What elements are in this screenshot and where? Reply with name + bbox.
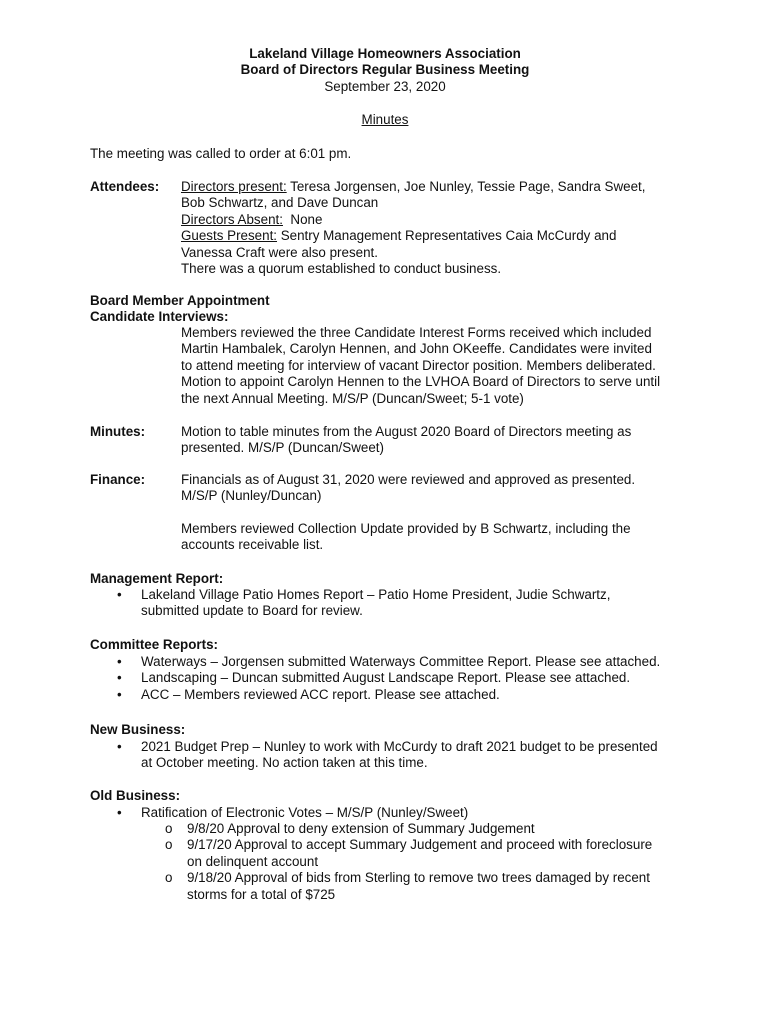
list-item: • Ratification of Electronic Votes – M/S/P (Nunley/Sweet) xyxy=(141,805,701,821)
committee-reports-list xyxy=(141,654,701,703)
minutes-text xyxy=(181,424,681,457)
sub-list-item xyxy=(187,837,687,870)
text-line: Financials as of August 31, 2020 were reviewed and approved as presented. xyxy=(181,472,636,487)
list-item-text: submitted update to Board for review. xyxy=(141,603,363,619)
guests-cont: Vanessa Craft were also present. xyxy=(181,244,378,260)
meeting-date: September 23, 2020 xyxy=(324,78,446,94)
org-name: Lakeland Village Homeowners Association xyxy=(249,46,521,61)
sub-list-item-text: storms for a total of $725 xyxy=(187,886,336,902)
old-business-heading: Old Business: xyxy=(90,788,181,803)
list-item xyxy=(141,587,701,620)
guests-value: Sentry Management Representatives Caia McCurdy and xyxy=(277,228,617,244)
candidate-interviews-heading: Candidate Interviews: xyxy=(90,309,229,324)
text-line: M/S/P (Nunley/Duncan) xyxy=(181,488,322,504)
sub-list-item-text: on delinquent account xyxy=(187,853,319,869)
board-appointment-text xyxy=(181,325,681,407)
directors-absent-line xyxy=(181,212,681,228)
sub-list-item-text: o 9/18/20 Approval of bids from Sterling to remove two trees damaged by recent xyxy=(187,870,650,886)
directors-present-line xyxy=(181,179,681,195)
minutes-title: Minutes xyxy=(361,112,409,127)
management-report-list xyxy=(141,587,701,620)
text-line: to attend meeting for interview of vacant Director position. Members deliberated. xyxy=(181,357,656,373)
minutes-label: Minutes: xyxy=(90,424,146,439)
directors-absent-value: None xyxy=(282,211,323,227)
guests-label: Guests Present: xyxy=(181,228,278,244)
directors-absent-label: Directors Absent: xyxy=(181,211,283,227)
new-business-list xyxy=(141,739,701,772)
text-line: Members reviewed Collection Update provided by B Schwartz, including the xyxy=(181,521,631,536)
list-item-text: • 2021 Budget Prep – Nunley to work with McCurdy to draft 2021 budget to be presented xyxy=(141,739,658,754)
text-line: Motion to table minutes from the August 2020 Board of Directors meeting as xyxy=(181,424,632,439)
management-report-heading: Management Report: xyxy=(90,571,224,586)
finance-collection-text xyxy=(181,521,681,554)
text-line: Members reviewed the three Candidate Interest Forms received which included xyxy=(181,325,652,340)
finance-text xyxy=(181,472,681,505)
text-line: Martin Hambalek, Carolyn Hennen, and John OKeeffe. Candidates were invited xyxy=(181,341,652,357)
attendees-label: Attendees: xyxy=(90,179,160,194)
text-line: presented. M/S/P (Duncan/Sweet) xyxy=(181,440,384,456)
list-item: • Landscaping – Duncan submitted August Landscape Report. Please see attached. xyxy=(141,670,701,686)
list-item: • ACC – Members reviewed ACC report. Please see attached. xyxy=(141,687,701,703)
attendees-block xyxy=(181,179,681,277)
text-line: Motion to appoint Carolyn Hennen to the LVHOA Board of Directors to serve until xyxy=(181,374,661,390)
guests-line xyxy=(181,228,681,244)
directors-present-label: Directors present: xyxy=(181,179,287,194)
meeting-title: Board of Directors Regular Business Meeting xyxy=(240,62,530,78)
new-business-heading: New Business: xyxy=(90,722,186,737)
directors-present-cont: Bob Schwartz, and Dave Duncan xyxy=(181,195,379,211)
finance-label: Finance: xyxy=(90,472,146,487)
sub-list-item-text: o 9/8/20 Approval to deny extension of Summary Judgement xyxy=(187,821,535,836)
sub-list-item xyxy=(187,870,687,903)
text-line: accounts receivable list. xyxy=(181,537,324,553)
text-line: the next Annual Meeting. M/S/P (Duncan/Sweet; 5-1 vote) xyxy=(181,390,524,406)
directors-present-names: Teresa Jorgensen, Joe Nunley, Tessie Page, Sandra Sweet, xyxy=(286,179,646,194)
document-header xyxy=(0,46,770,95)
sub-list-item-text: o 9/17/20 Approval to accept Summary Judgement and proceed with foreclosure xyxy=(187,837,653,853)
list-item-text: • Lakeland Village Patio Homes Report – Patio Home President, Judie Schwartz, xyxy=(141,587,611,602)
list-item-text: at October meeting. No action taken at this time. xyxy=(141,755,428,771)
call-to-order: The meeting was called to order at 6:01 pm. xyxy=(90,146,352,161)
committee-reports-heading: Committee Reports: xyxy=(90,637,218,652)
old-business-list xyxy=(141,805,701,821)
board-appointment-heading: Board Member Appointment xyxy=(90,293,270,308)
quorum-text: There was a quorum established to conduct business. xyxy=(181,261,502,277)
sub-list-item xyxy=(187,821,687,837)
list-item: • Waterways – Jorgensen submitted Waterways Committee Report. Please see attached. xyxy=(141,654,701,670)
list-item xyxy=(141,739,701,772)
old-business-sublist xyxy=(187,821,687,903)
